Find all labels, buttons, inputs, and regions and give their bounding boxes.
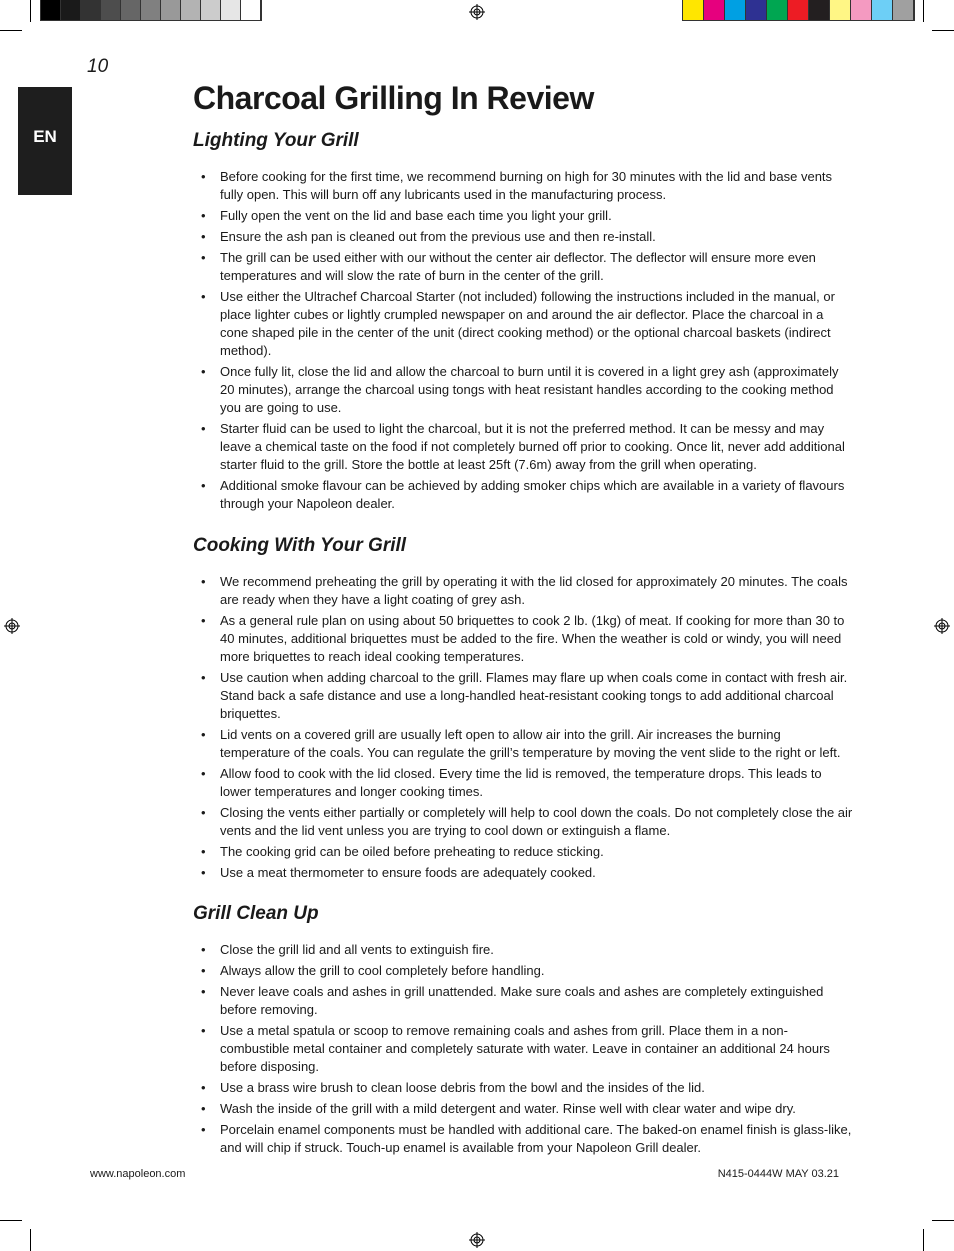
gray-swatch (181, 0, 201, 20)
bullet-list (193, 573, 853, 882)
list-item: • Use either the Ultrachef Charcoal Starter (not included) following the instructions included in the manual, or place lighter cubes or lightly crumpled newspaper on and around the air deflector. Place the charcoal in a cone shaped pile in the center of the unit (direct cooking method) or the optional charcoal baskets (indirect method). (193, 288, 853, 360)
color-swatch (725, 0, 746, 20)
color-swatch (851, 0, 872, 20)
language-tab: EN (18, 87, 72, 195)
list-item: • As a general rule plan on using about 50 briquettes to cook 2 lb. (1kg) of meat. If cooking for more than 30 to 40 minutes, additional briquettes must be added to the fire. When the weather is cold or windy, you will need more briquettes to reach ideal cooking temperatures. (193, 612, 853, 666)
list-item: • Additional smoke flavour can be achieved by adding smoker chips which are available in a variety of flavours through your Napoleon dealer. (193, 477, 853, 513)
section-heading: Grill Clean Up (193, 903, 319, 924)
list-item: • Use a meat thermometer to ensure foods are adequately cooked. (193, 864, 853, 882)
section-heading: Cooking With Your Grill (193, 535, 407, 556)
crop-mark (0, 1220, 22, 1221)
crop-mark (923, 0, 924, 22)
section-clean-up (193, 903, 853, 1160)
color-swatch (683, 0, 704, 20)
section-lighting (193, 130, 853, 516)
crop-mark (0, 30, 22, 31)
color-swatch (872, 0, 893, 20)
crop-mark (30, 0, 31, 22)
color-swatch (830, 0, 851, 20)
section-heading: Lighting Your Grill (193, 130, 359, 151)
footer-website: www.napoleon.com (90, 1168, 186, 1180)
gray-swatch (201, 0, 221, 20)
crop-mark (932, 1220, 954, 1221)
list-item: • Allow food to cook with the lid closed. Every time the lid is removed, the temperature drops. This leads to lower temperatures and longer cooking times. (193, 765, 853, 801)
color-swatch (788, 0, 809, 20)
gray-swatch (41, 0, 61, 20)
list-item: • Lid vents on a covered grill are usually left open to allow air into the grill. Air increases the burning temperature of the coals. You can regulate the grill’s temperature by moving the vent slide to the right or left. (193, 726, 853, 762)
section-cooking (193, 535, 853, 885)
list-item: • Ensure the ash pan is cleaned out from the previous use and then re-install. (193, 228, 853, 246)
list-item: • Once fully lit, close the lid and allow the charcoal to burn until it is covered in a light grey ash (approximately 20 minutes), arrange the charcoal using tongs with heat resistant handles according to the cooking method you are going to use. (193, 363, 853, 417)
page-title: Charcoal Grilling In Review (193, 80, 594, 116)
color-swatch (746, 0, 767, 20)
list-item: • Close the grill lid and all vents to extinguish fire. (193, 941, 853, 959)
gray-swatch (61, 0, 81, 20)
gray-swatch (161, 0, 181, 20)
bullet-list (193, 168, 853, 513)
list-item: • Porcelain enamel components must be handled with additional care. The baked-on enamel finish is glass-like, and will chip if struck. Touch-up enamel is available from your Napoleon Grill dealer. (193, 1121, 853, 1157)
gray-swatch (141, 0, 161, 20)
list-item: • Never leave coals and ashes in grill unattended. Make sure coals and ashes are completely extinguished before removing. (193, 983, 853, 1019)
list-item: • Closing the vents either partially or completely will help to cool down the coals. Do not completely close the air vents and the lid vent unless you are trying to cool down or extinguish a flame. (193, 804, 853, 840)
list-item: • Use a metal spatula or scoop to remove remaining coals and ashes from grill. Place them in a non-combustible metal container and completely saturate with water. Leave in container an additional 24 hours before disposing. (193, 1022, 853, 1076)
crop-mark (30, 1229, 31, 1251)
color-swatch (809, 0, 830, 20)
registration-mark-icon (934, 618, 950, 634)
registration-mark-icon (4, 618, 20, 634)
list-item: • Always allow the grill to cool completely before handling. (193, 962, 853, 980)
color-swatch (893, 0, 914, 20)
list-item: • Starter fluid can be used to light the charcoal, but it is not the preferred method. It can be messy and may leave a chemical taste on the food if not completely burned off prior to cooking. Once lit, never add additional starter fluid to the grill. Store the bottle at least 25ft (7.6m) away from the grill when operating. (193, 420, 853, 474)
color-swatch (704, 0, 725, 20)
grayscale-calibration-bar (40, 0, 262, 21)
crop-mark (923, 1229, 924, 1251)
color-swatch (767, 0, 788, 20)
gray-swatch (101, 0, 121, 20)
list-item: • The cooking grid can be oiled before preheating to reduce sticking. (193, 843, 853, 861)
registration-mark-icon (469, 4, 485, 20)
list-item: • The grill can be used either with our without the center air deflector. The deflector will ensure more even temperatures and will slow the rate of burn in the center of the grill. (193, 249, 853, 285)
list-item: • We recommend preheating the grill by operating it with the lid closed for approximately 20 minutes. The coals are ready when they have a light coating of grey ash. (193, 573, 853, 609)
list-item: • Before cooking for the first time, we recommend burning on high for 30 minutes with the lid and base vents fully open. This will burn off any lubricants used in the manufacturing process. (193, 168, 853, 204)
gray-swatch (241, 0, 261, 20)
crop-mark (932, 30, 954, 31)
gray-swatch (121, 0, 141, 20)
page-number: 10 (87, 56, 109, 77)
gray-swatch (221, 0, 241, 20)
list-item: • Use caution when adding charcoal to the grill. Flames may flare up when coals come in contact with fresh air. Stand back a safe distance and use a long-handled heat-resistant cooking tongs to add additional charcoal briquettes. (193, 669, 853, 723)
list-item: • Use a brass wire brush to clean loose debris from the bowl and the insides of the lid. (193, 1079, 853, 1097)
gray-swatch (81, 0, 101, 20)
registration-mark-icon (469, 1232, 485, 1248)
list-item: • Fully open the vent on the lid and base each time you light your grill. (193, 207, 853, 225)
footer-document-code: N415-0444W MAY 03.21 (717, 1168, 839, 1180)
color-calibration-bar (682, 0, 915, 21)
bullet-list (193, 941, 853, 1157)
list-item: • Wash the inside of the grill with a mild detergent and water. Rinse well with clear water and wipe dry. (193, 1100, 853, 1118)
